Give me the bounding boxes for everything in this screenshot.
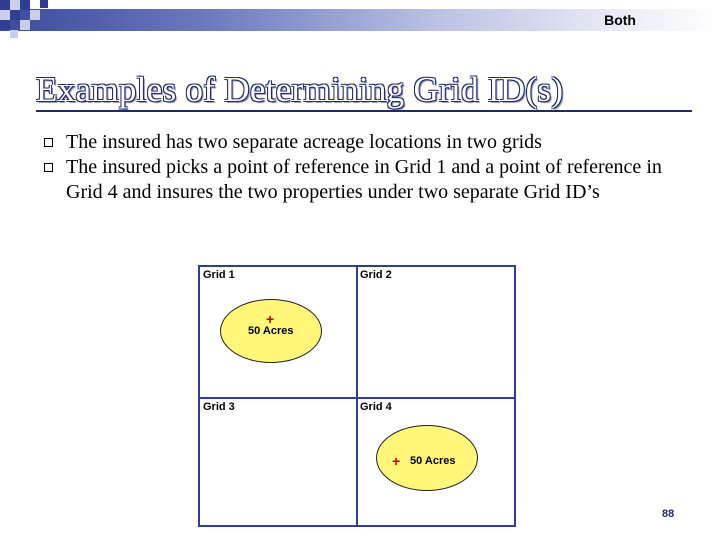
decor-square: [10, 10, 20, 20]
decor-square: [20, 0, 30, 10]
bullet-text: The insured has two separate acreage locations in two grids: [66, 131, 542, 153]
grid-2-label: Grid 2: [360, 269, 392, 281]
reference-point-icon: +: [392, 453, 401, 469]
slide-title: Examples of Determining Grid ID(s): [36, 70, 564, 109]
square-bullet-icon: [44, 163, 53, 172]
page-number: 88: [662, 508, 675, 520]
top-decoration: [0, 0, 720, 34]
decor-square: [10, 0, 20, 10]
decor-square: [10, 30, 18, 38]
grid-3-label: Grid 3: [203, 401, 235, 413]
decor-square: [0, 20, 10, 30]
bullet-text: The insured picks a point of reference in Grid 1 and a point of reference in Grid 4 and insures the two properties under two separate Grid ID’s: [66, 156, 662, 203]
grid-1-label: Grid 1: [203, 269, 235, 281]
header-label: Both: [604, 12, 636, 28]
grid-divider-horizontal: [200, 397, 514, 399]
decor-square: [40, 0, 48, 8]
decor-square: [0, 0, 10, 10]
bullet-list: [40, 130, 680, 205]
bullet-item: [40, 130, 680, 155]
acreage-label-1: 50 Acres: [248, 325, 294, 337]
decor-square: [30, 10, 40, 20]
bullet-item: [40, 155, 680, 205]
square-bullet-icon: [44, 138, 53, 147]
reference-point-icon: +: [266, 311, 275, 327]
acreage-label-2: 50 Acres: [410, 455, 456, 467]
grid-diagram: [198, 265, 516, 527]
grid-4-label: Grid 4: [360, 401, 392, 413]
decor-square: [0, 10, 10, 20]
decor-square: [20, 20, 30, 30]
grid-divider-vertical: [356, 267, 358, 525]
title-underline: [36, 110, 692, 112]
